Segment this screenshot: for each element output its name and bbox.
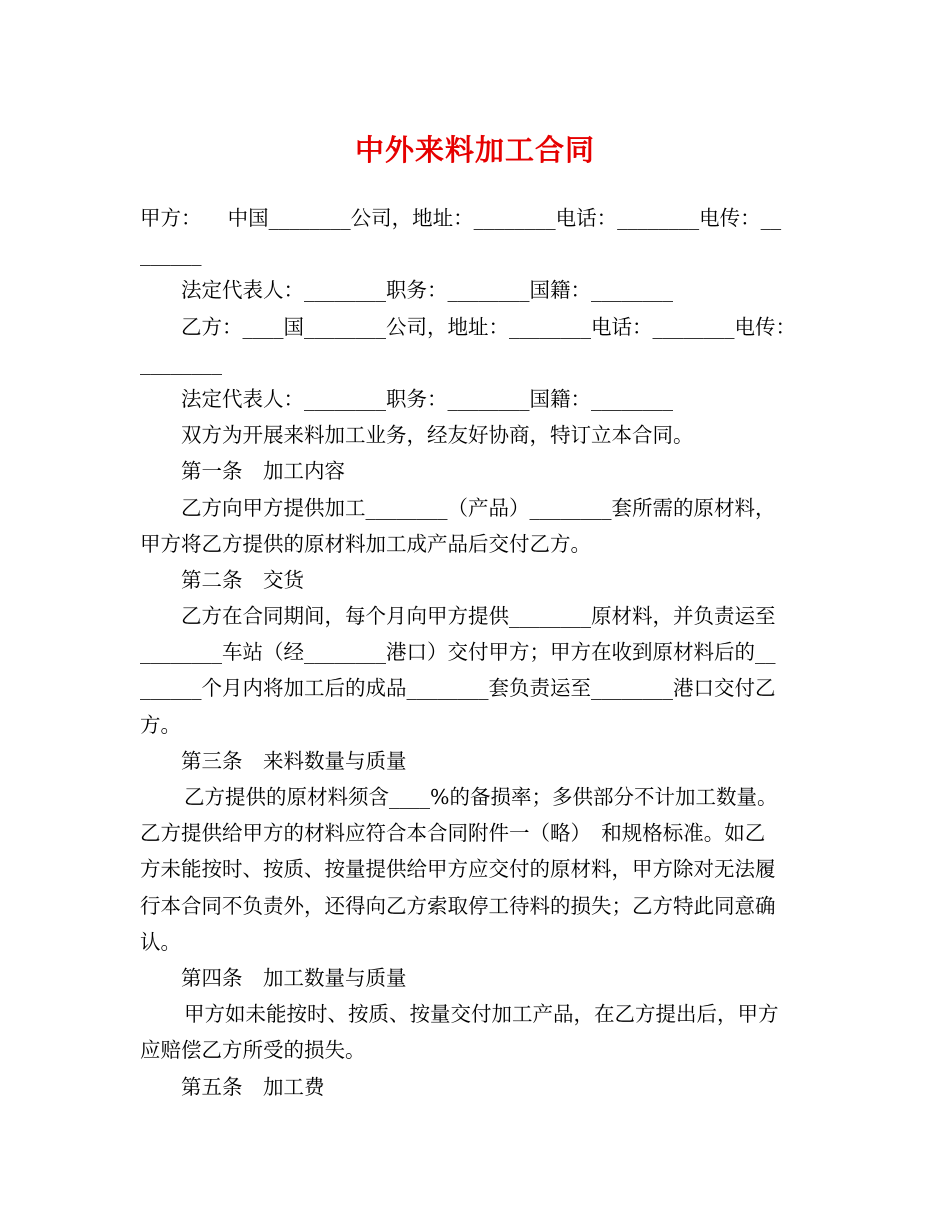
paragraph-line: ______: [140, 242, 202, 267]
paragraph-line: ______个月内将加工后的成品________套负责运至________港口交付乙: [140, 676, 776, 701]
paragraph-line: ________: [140, 350, 222, 375]
paragraph-line: ________车站（经________港口）交付甲方；甲方在收到原材料后的__: [140, 640, 776, 665]
paragraph-line: 第三条 来料数量与质量: [181, 748, 407, 773]
document-body: [140, 200, 815, 1105]
paragraph-line: 认。: [140, 929, 181, 954]
paragraph-line: 方未能按时、按质、按量提供给甲方应交付的原材料，甲方除对无法履: [140, 857, 776, 882]
paragraph-line: 甲方如未能按时、按质、按量交付加工产品，在乙方提出后，甲方: [184, 1002, 779, 1027]
paragraph-line: 甲方： 中国________公司，地址：________电话：________电传：__: [140, 206, 782, 230]
paragraph-line: 第二条 交货: [181, 567, 304, 592]
paragraph-line: 乙方提供的原材料须含____%的备损率；多供部分不计加工数量。: [184, 785, 778, 809]
document-title: 中外来料加工合同: [354, 133, 595, 167]
paragraph-line: 第一条 加工内容: [181, 459, 345, 484]
paragraph-line: 第五条 加工费: [181, 1074, 325, 1099]
paragraph-line: 双方为开展来料加工业务，经友好协商，特订立本合同。: [181, 423, 694, 448]
paragraph-line: 行本合同不负责外，还得向乙方索取停工待料的损失；乙方特此同意确: [140, 893, 776, 918]
paragraph-line: 法定代表人：________职务：________国籍：________: [181, 278, 673, 303]
paragraph-line: 乙方向甲方提供加工________（产品）________套所需的原材料，: [181, 495, 776, 520]
paragraph-line: 第四条 加工数量与质量: [181, 965, 407, 990]
paragraph-line: 乙方在合同期间，每个月向甲方提供________原材料，并负责运至: [181, 604, 776, 629]
paragraph-line: 乙方：____国________公司，地址：________电话：________电传：: [181, 314, 796, 339]
paragraph-line: 甲方将乙方提供的原材料加工成产品后交付乙方。: [140, 531, 591, 556]
paragraph-line: 乙方提供给甲方的材料应符合本合同附件一（略） 和规格标准。如乙: [140, 821, 766, 846]
paragraph-line: 方。: [140, 712, 181, 737]
paragraph-line: 法定代表人：________职务：________国籍：________: [181, 386, 673, 411]
paragraph-line: 应赔偿乙方所受的损失。: [140, 1038, 366, 1063]
